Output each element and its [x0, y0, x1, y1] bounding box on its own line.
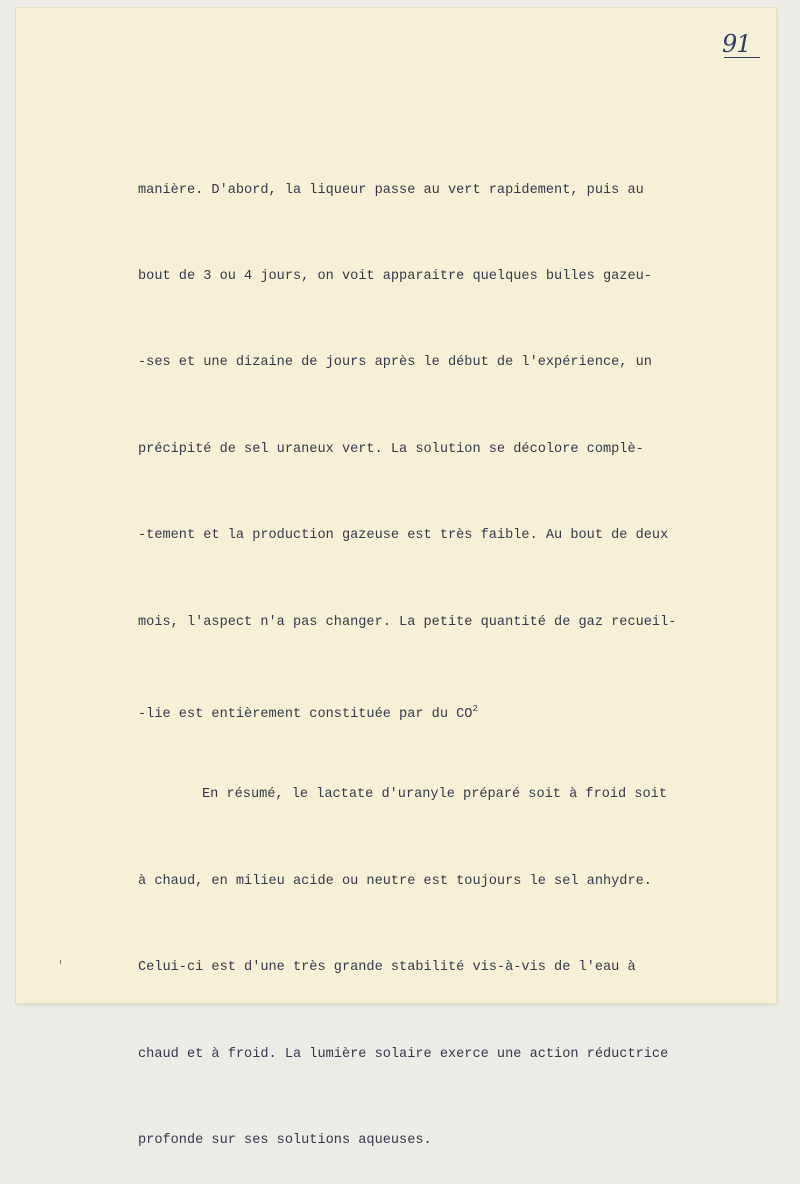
- text-line: précipité de sel uraneux vert. La solution se décolore complè-: [138, 441, 644, 457]
- text-line: -lie est entièrement constituée par du CO: [138, 706, 473, 722]
- text-line: En résumé, le lactate d'uranyle préparé soit à froid soit: [202, 787, 667, 803]
- text-line: profonde sur ses solutions aqueuses.: [138, 1132, 432, 1148]
- text-line: bout de 3 ou 4 jours, on voit apparaitre quelques bulles gazeu-: [138, 268, 652, 284]
- typed-text-block: [138, 119, 768, 1184]
- superscript: 2: [472, 703, 478, 714]
- page-number: 91: [722, 30, 751, 58]
- text-line: Celui-ci est d'une très grande stabilité vis-à-vis de l'eau à: [138, 960, 636, 976]
- text-line: manière. D'abord, la liqueur passe au vert rapidement, puis au: [138, 182, 644, 198]
- text-line: -ses et une dizaine de jours après le début de l'expérience, un: [138, 355, 652, 371]
- text-line: mois, l'aspect n'a pas changer. La petite quantité de gaz recueil-: [138, 614, 677, 630]
- text-line-with-superscript: [138, 695, 768, 724]
- page-number-underline: [724, 57, 760, 58]
- text-line: à chaud, en milieu acide ou neutre est toujours le sel anhydre.: [138, 873, 652, 889]
- text-line: chaud et à froid. La lumière solaire exerce une action réductrice: [138, 1046, 669, 1062]
- paper-mark: [60, 960, 61, 964]
- text-line: -tement et la production gazeuse est très faible. Au bout de deux: [138, 528, 669, 544]
